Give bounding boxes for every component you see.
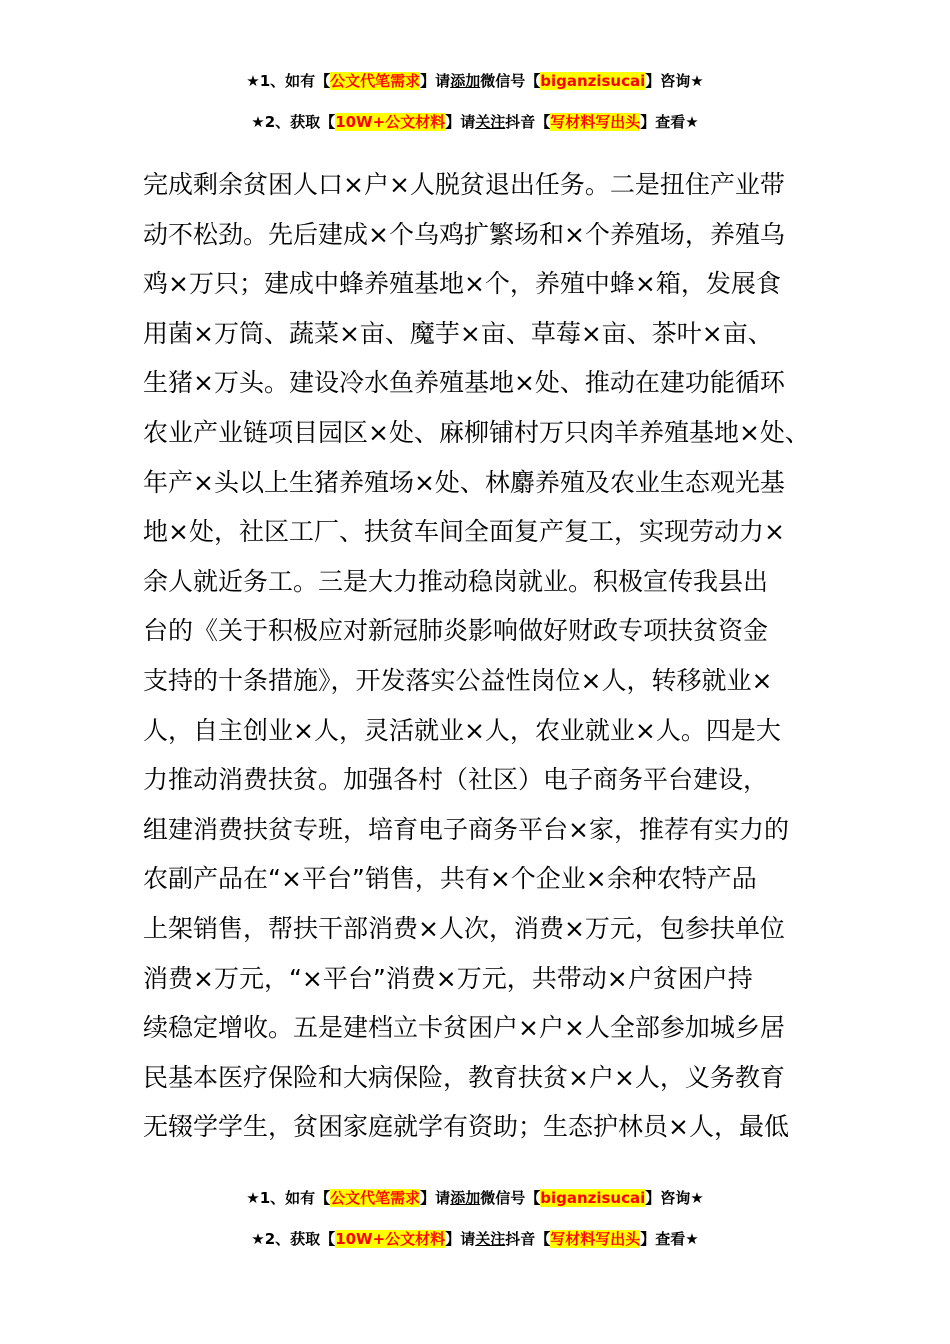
- promo-underline: 添加: [450, 1189, 481, 1207]
- promo-text: 】请: [420, 72, 451, 90]
- promo-text: 】查看★: [640, 1230, 699, 1248]
- promo-underline: 关注: [475, 1230, 506, 1248]
- body-line: 余人就近务工。三是大力推动稳岗就业。积极宣传我县出: [143, 566, 769, 596]
- body-line: 组建消费扶贫专班，培育电子商务平台×家，推荐有实力的: [143, 814, 789, 844]
- promo-text: ★2、获取【: [251, 1230, 336, 1248]
- promo-text: 】请: [445, 1230, 476, 1248]
- promo-text: 抖音【: [505, 1230, 551, 1248]
- body-line: 上架销售，帮扶干部消费×人次，消费×万元，包参扶单位: [143, 913, 785, 943]
- promo-text: 微信号【: [480, 72, 541, 90]
- promo-text: 】咨询★: [645, 1189, 704, 1207]
- promo-underline: 添加: [450, 72, 481, 90]
- document-body: [143, 160, 823, 1152]
- body-line: 民基本医疗保险和大病保险，教育扶贫×户×人，义务教育: [143, 1062, 785, 1092]
- promo-text: ★1、如有【: [246, 1189, 331, 1207]
- wechat-id-highlight: biganzisucai: [540, 72, 646, 90]
- douyin-id-highlight: 写材料写出头: [550, 1230, 641, 1248]
- promo-text: ★2、获取【: [251, 113, 336, 131]
- header-promo-line-2: [0, 111, 950, 133]
- footer-promo-line-2: [0, 1228, 950, 1250]
- promo-text: 】查看★: [640, 113, 699, 131]
- promo-highlight: 10W+公文材料: [335, 1230, 446, 1248]
- body-line: 台的《关于积极应对新冠肺炎影响做好财政专项扶贫资金: [143, 616, 769, 646]
- body-line: 消费×万元，“×平台”消费×万元，共带动×户贫困户持: [143, 963, 753, 993]
- body-line: 鸡×万只；建成中蜂养殖基地×个，养殖中蜂×箱，发展食: [143, 269, 781, 299]
- body-line: 农副产品在“×平台”销售，共有×个企业×余种农特产品: [143, 864, 757, 894]
- body-line: 无辍学学生，贫困家庭就学有资助；生态护林员×人，最低: [143, 1112, 789, 1142]
- body-line: 力推动消费扶贫。加强各村（社区）电子商务平台建设，: [143, 765, 769, 795]
- body-line: 支持的十条措施》，开发落实公益性岗位×人，转移就业×: [143, 665, 773, 695]
- douyin-id-highlight: 写材料写出头: [550, 113, 641, 131]
- promo-text: 】请: [420, 1189, 451, 1207]
- body-line: 年产×头以上生猪养殖场×处、林麝养殖及农业生态观光基: [143, 467, 785, 497]
- promo-highlight: 公文代笔需求: [330, 1189, 421, 1207]
- body-line: 人，自主创业×人，灵活就业×人，农业就业×人。四是大: [143, 715, 781, 745]
- body-line: 续稳定增收。五是建档立卡贫困户×户×人全部参加城乡居: [143, 1013, 785, 1043]
- wechat-id-highlight: biganzisucai: [540, 1189, 646, 1207]
- footer-promo-line-1: [0, 1187, 950, 1209]
- promo-text: 微信号【: [480, 1189, 541, 1207]
- promo-highlight: 10W+公文材料: [335, 113, 446, 131]
- body-line: 生猪×万头。建设冷水鱼养殖基地×处、推动在建功能循环: [143, 368, 785, 398]
- promo-text: ★1、如有【: [246, 72, 331, 90]
- body-line: 用菌×万筒、蔬菜×亩、魔芋×亩、草莓×亩、茶叶×亩、: [143, 318, 773, 348]
- promo-underline: 关注: [475, 113, 506, 131]
- promo-text: 抖音【: [505, 113, 551, 131]
- body-line: 完成剩余贫困人口×户×人脱贫退出任务。二是扭住产业带: [143, 170, 785, 199]
- body-line: 农业产业链项目园区×处、麻柳铺村万只肉羊养殖基地×处、: [143, 417, 810, 447]
- promo-highlight: 公文代笔需求: [330, 72, 421, 90]
- body-line: 动不松劲。先后建成×个乌鸡扩繁场和×个养殖场，养殖乌: [143, 219, 785, 249]
- promo-text: 】请: [445, 113, 476, 131]
- header-promo-line-1: [0, 70, 950, 92]
- promo-text: 】咨询★: [645, 72, 704, 90]
- body-line: 地×处，社区工厂、扶贫车间全面复产复工，实现劳动力×: [143, 517, 785, 547]
